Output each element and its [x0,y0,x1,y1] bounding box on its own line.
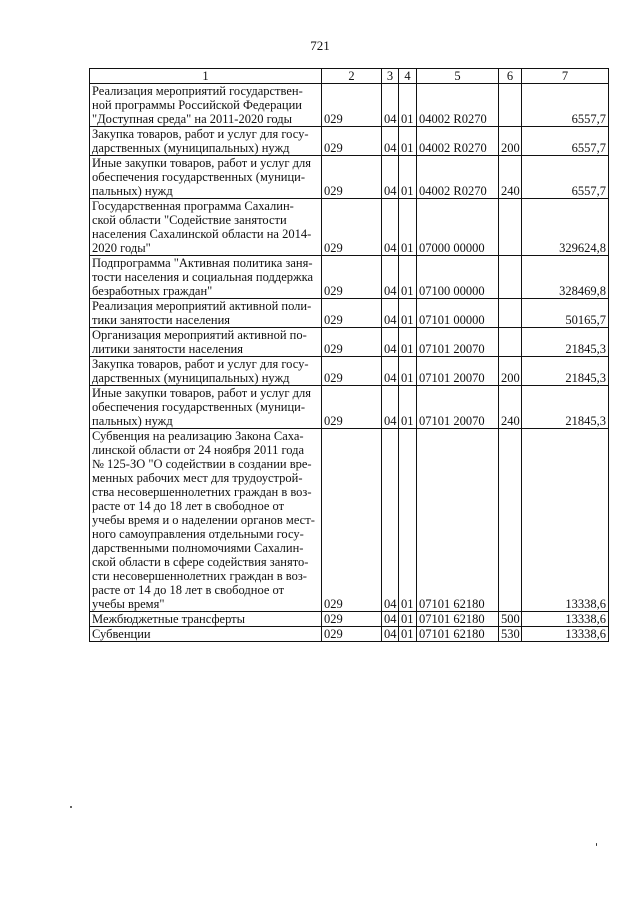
expense-type-code: 530 [499,627,522,642]
subsection-code: 01 [399,357,417,386]
expense-type-code: 200 [499,357,522,386]
row-name-line: пальных) нужд [92,184,173,198]
row-name [90,256,322,299]
expense-type-code: 200 [499,127,522,156]
target-article-code: 07101 62180 [417,627,499,642]
section-code: 04 [382,84,399,127]
column-header: 1 [90,69,322,84]
table-row [90,627,609,642]
expense-type-code [499,199,522,256]
row-name-line: № 125-ЗО "О содействии в создании вре- [92,457,312,471]
amount: 329624,8 [522,199,609,256]
row-name-line: расте от 14 до 18 лет в свободное от [92,499,285,513]
target-article-code: 07101 20070 [417,357,499,386]
ministry-code: 029 [322,156,382,199]
column-header: 3 [382,69,399,84]
section-code: 04 [382,256,399,299]
section-code: 04 [382,386,399,429]
table-row [90,156,609,199]
row-name-line: Иные закупки товаров, работ и услуг для [92,386,312,400]
table-row [90,84,609,127]
section-code: 04 [382,627,399,642]
ministry-code: 029 [322,328,382,357]
table-row [90,299,609,328]
row-name-line: Межбюджетные трансферты [92,612,246,626]
ministry-code: 029 [322,84,382,127]
section-code: 04 [382,199,399,256]
row-name-line: пальных) нужд [92,414,173,428]
ministry-code: 029 [322,127,382,156]
row-name [90,612,322,627]
row-name-line: Реализация мероприятий активной поли- [92,299,312,313]
row-name-line: Подпрограмма "Активная политика заня- [92,256,313,270]
amount: 13338,6 [522,627,609,642]
section-code: 04 [382,612,399,627]
row-name-line: учебы время и о наделении органов мест- [92,513,315,527]
amount: 6557,7 [522,84,609,127]
target-article-code: 07100 00000 [417,256,499,299]
row-name-line: тости населения и социальная поддержка [92,270,314,284]
row-name-line: обеспечения государственных (муници- [92,170,306,184]
ministry-code: 029 [322,386,382,429]
row-name [90,386,322,429]
target-article-code: 07101 20070 [417,328,499,357]
row-name-line: "Доступная среда" на 2011-2020 годы [92,112,293,126]
target-article-code: 07101 00000 [417,299,499,328]
row-name-line: линской области от 24 ноября 2011 года [92,443,305,457]
subsection-code: 01 [399,328,417,357]
row-name [90,84,322,127]
row-name-line: ской области "Содействие занятости [92,213,287,227]
row-name-line: менных рабочих мест для трудоустрой- [92,471,303,485]
target-article-code: 07101 20070 [417,386,499,429]
amount: 13338,6 [522,429,609,612]
row-name [90,429,322,612]
row-name-line: дарственных (муниципальных) нужд [92,141,290,155]
row-name-line: сти несовершеннолетних граждан в воз- [92,569,307,583]
subsection-code: 01 [399,386,417,429]
table-row [90,127,609,156]
row-name-line: дарственными полномочиями Сахалин- [92,541,304,555]
ministry-code: 029 [322,429,382,612]
ministry-code: 029 [322,612,382,627]
scan-speck [596,843,597,846]
row-name [90,156,322,199]
ministry-code: 029 [322,299,382,328]
subsection-code: 01 [399,199,417,256]
section-code: 04 [382,328,399,357]
table-body [90,69,609,642]
expense-type-code: 500 [499,612,522,627]
row-name-line: Реализация мероприятий государствен- [92,84,303,98]
section-code: 04 [382,429,399,612]
ministry-code: 029 [322,256,382,299]
row-name-line: Субвенции [92,627,151,641]
section-code: 04 [382,357,399,386]
expense-type-code [499,84,522,127]
column-header: 5 [417,69,499,84]
row-name-line: Иные закупки товаров, работ и услуг для [92,156,312,170]
row-name-line: ной программы Российской Федерации [92,98,302,112]
ministry-code: 029 [322,357,382,386]
table-row [90,328,609,357]
section-code: 04 [382,127,399,156]
row-name-line: 2020 годы" [92,241,151,255]
row-name-line: ства несовершеннолетних граждан в воз- [92,485,312,499]
row-name [90,199,322,256]
subsection-code: 01 [399,256,417,299]
target-article-code: 04002 R0270 [417,84,499,127]
header-row [90,69,609,84]
table-row [90,199,609,256]
row-name-line: Организация мероприятий активной по- [92,328,307,342]
ministry-code: 029 [322,199,382,256]
target-article-code: 07101 62180 [417,612,499,627]
page-number: 721 [310,38,330,53]
subsection-code: 01 [399,429,417,612]
amount: 6557,7 [522,156,609,199]
row-name [90,627,322,642]
table-row [90,386,609,429]
column-header: 2 [322,69,382,84]
row-name-line: безработных граждан" [92,284,213,298]
table-row [90,256,609,299]
subsection-code: 01 [399,84,417,127]
expense-type-code [499,328,522,357]
section-code: 04 [382,299,399,328]
expense-type-code: 240 [499,156,522,199]
row-name-line: Государственная программа Сахалин- [92,199,294,213]
section-code: 04 [382,156,399,199]
row-name-line: населения Сахалинской области на 2014- [92,227,312,241]
column-header: 6 [499,69,522,84]
table-row [90,429,609,612]
amount: 21845,3 [522,357,609,386]
amount: 6557,7 [522,127,609,156]
expense-type-code [499,256,522,299]
table-row [90,612,609,627]
amount: 21845,3 [522,386,609,429]
subsection-code: 01 [399,127,417,156]
budget-table [89,68,609,642]
row-name-line: дарственных (муниципальных) нужд [92,371,290,385]
row-name-line: расте от 14 до 18 лет в свободное от [92,583,285,597]
amount: 13338,6 [522,612,609,627]
target-article-code: 04002 R0270 [417,127,499,156]
row-name-line: литики занятости населения [92,342,243,356]
target-article-code: 04002 R0270 [417,156,499,199]
ministry-code: 029 [322,627,382,642]
target-article-code: 07000 00000 [417,199,499,256]
subsection-code: 01 [399,627,417,642]
amount: 50165,7 [522,299,609,328]
expense-type-code [499,429,522,612]
target-article-code: 07101 62180 [417,429,499,612]
row-name [90,328,322,357]
row-name [90,127,322,156]
subsection-code: 01 [399,612,417,627]
column-header: 7 [522,69,609,84]
row-name [90,299,322,328]
column-header: 4 [399,69,417,84]
row-name-line: ской области в сфере содействия занято- [92,555,309,569]
subsection-code: 01 [399,156,417,199]
amount: 21845,3 [522,328,609,357]
row-name-line: тики занятости населения [92,313,231,327]
row-name-line: учебы время" [92,597,165,611]
amount: 328469,8 [522,256,609,299]
row-name-line: Закупка товаров, работ и услуг для госу- [92,357,309,371]
row-name-line: обеспечения государственных (муници- [92,400,306,414]
row-name [90,357,322,386]
expense-type-code: 240 [499,386,522,429]
row-name-line: Субвенция на реализацию Закона Саха- [92,429,304,443]
row-name-line: ного самоуправления отдельными госу- [92,527,304,541]
table-row [90,357,609,386]
scan-speck [70,806,72,808]
expense-type-code [499,299,522,328]
subsection-code: 01 [399,299,417,328]
row-name-line: Закупка товаров, работ и услуг для госу- [92,127,309,141]
